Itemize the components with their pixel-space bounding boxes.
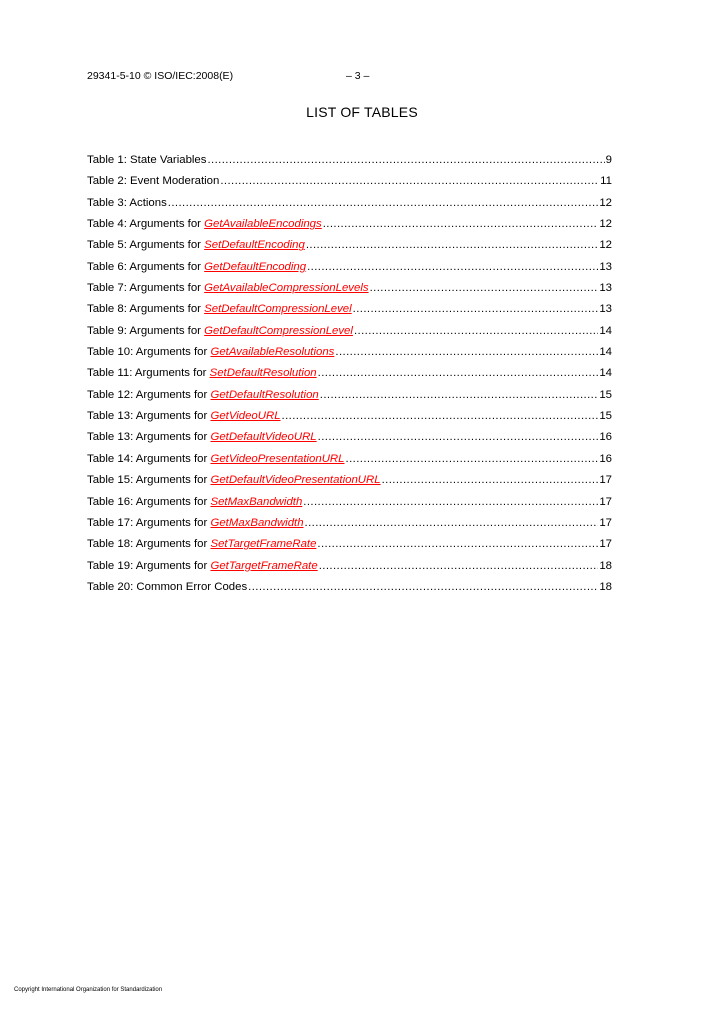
toc-entry[interactable] xyxy=(87,514,612,535)
dot-leader xyxy=(317,535,598,553)
toc-entry-page: 15 xyxy=(599,388,612,401)
toc-entry-page: 12 xyxy=(599,218,612,231)
toc-entry[interactable] xyxy=(87,450,612,471)
toc-entry-page: 14 xyxy=(599,346,612,359)
toc-entry-link[interactable]: GetVideoURL xyxy=(210,410,281,423)
dot-leader xyxy=(282,407,599,425)
toc-entry-prefix: Table 1: State Variables xyxy=(87,154,207,166)
dot-leader xyxy=(382,471,599,489)
toc-entry-label xyxy=(87,535,316,553)
dot-leader xyxy=(318,428,599,446)
toc-entry-prefix: Table 14: Arguments for xyxy=(87,452,211,465)
toc-entry-link[interactable]: GetMaxBandwidth xyxy=(210,516,304,529)
toc-entry-label xyxy=(87,407,281,425)
dot-leader xyxy=(306,236,599,254)
dot-leader xyxy=(248,578,598,596)
toc-entry-label xyxy=(87,322,353,340)
toc-entry-link[interactable]: SetDefaultResolution xyxy=(209,367,317,380)
toc-entry-page: 13 xyxy=(599,282,612,295)
toc-entry-page: 16 xyxy=(599,431,612,444)
dot-leader xyxy=(303,493,598,511)
toc-entry-prefix: Table 12: Arguments for xyxy=(87,388,211,401)
toc-entry[interactable] xyxy=(87,279,612,300)
page-title: LIST OF TABLES xyxy=(306,104,418,120)
toc-entry-link[interactable]: GetDefaultVideoURL xyxy=(210,431,317,444)
toc-entry[interactable] xyxy=(87,493,612,514)
toc-entry-link[interactable]: GetTargetFrameRate xyxy=(210,559,318,572)
dot-leader xyxy=(207,151,604,169)
toc-entry[interactable] xyxy=(87,407,612,428)
toc-entry-page: 9 xyxy=(605,154,612,166)
toc-entry-page: 18 xyxy=(599,580,612,593)
toc-entry-page: 14 xyxy=(599,324,612,337)
toc-entry-link[interactable]: GetDefaultCompressionLevel xyxy=(204,324,353,337)
toc-entry[interactable] xyxy=(87,535,612,556)
toc-entry[interactable] xyxy=(87,386,612,407)
toc-entry-prefix: Table 13: Arguments for xyxy=(87,410,211,423)
toc-entry-label xyxy=(87,194,167,212)
list-of-tables xyxy=(87,151,612,599)
toc-entry-label xyxy=(87,279,369,297)
toc-entry-prefix: Table 10: Arguments for xyxy=(87,346,211,359)
toc-entry-prefix: Table 6: Arguments for xyxy=(87,260,205,273)
toc-entry-page: 17 xyxy=(599,474,612,487)
toc-entry[interactable] xyxy=(87,578,612,599)
toc-entry-label xyxy=(87,493,302,511)
toc-entry-page: 13 xyxy=(599,303,612,316)
toc-entry-link[interactable]: GetAvailableCompressionLevels xyxy=(204,282,369,295)
dot-leader xyxy=(220,172,599,190)
toc-entry-label xyxy=(87,514,304,532)
dot-leader xyxy=(353,300,599,318)
toc-entry-page: 17 xyxy=(599,516,612,529)
dot-leader xyxy=(318,364,599,382)
toc-entry[interactable] xyxy=(87,428,612,449)
toc-entry[interactable] xyxy=(87,258,612,279)
toc-entry-prefix: Table 16: Arguments for xyxy=(87,495,211,508)
toc-entry-link[interactable]: GetAvailableResolutions xyxy=(210,346,335,359)
dot-leader xyxy=(168,194,599,212)
toc-entry-link[interactable]: GetDefaultVideoPresentationURL xyxy=(210,474,381,487)
toc-entry[interactable] xyxy=(87,343,612,364)
toc-entry-link[interactable]: SetMaxBandwidth xyxy=(210,495,303,508)
toc-entry-page: 12 xyxy=(599,196,612,209)
toc-entry-prefix: Table 19: Arguments for xyxy=(87,559,211,572)
toc-entry-page: 14 xyxy=(599,367,612,380)
toc-entry-label xyxy=(87,450,345,468)
toc-entry-label xyxy=(87,364,317,382)
toc-entry-label xyxy=(87,236,305,254)
dot-leader xyxy=(305,514,599,532)
toc-entry-prefix: Table 5: Arguments for xyxy=(87,239,205,252)
toc-entry-label xyxy=(87,151,206,169)
toc-entry-prefix: Table 11: Arguments for xyxy=(87,367,210,380)
toc-entry-link[interactable]: SetDefaultEncoding xyxy=(204,239,305,252)
toc-entry-link[interactable]: GetDefaultResolution xyxy=(210,388,319,401)
toc-entry-link[interactable]: SetTargetFrameRate xyxy=(210,538,317,551)
toc-entry-prefix: Table 13: Arguments for xyxy=(87,431,211,444)
toc-entry-link[interactable]: GetVideoPresentationURL xyxy=(210,452,345,465)
toc-entry[interactable] xyxy=(87,471,612,492)
toc-entry-prefix: Table 17: Arguments for xyxy=(87,516,211,529)
document-id: 29341-5-10 © ISO/IEC:2008(E) xyxy=(87,70,234,82)
toc-entry-link[interactable]: GetDefaultEncoding xyxy=(204,260,307,273)
toc-entry[interactable] xyxy=(87,236,612,257)
dot-leader xyxy=(354,322,598,340)
toc-entry-link[interactable]: GetAvailableEncodings xyxy=(204,218,322,231)
toc-entry-page: 17 xyxy=(599,538,612,551)
dot-leader xyxy=(346,450,599,468)
toc-entry-prefix: Table 8: Arguments for xyxy=(87,303,205,316)
toc-entry-label xyxy=(87,386,319,404)
toc-entry-link[interactable]: SetDefaultCompressionLevel xyxy=(204,303,352,316)
page-header xyxy=(87,69,612,83)
toc-entry-label xyxy=(87,300,352,318)
toc-entry-prefix: Table 9: Arguments for xyxy=(87,324,205,337)
toc-entry[interactable] xyxy=(87,151,612,172)
toc-entry-label xyxy=(87,172,219,190)
toc-entry-label xyxy=(87,578,247,596)
toc-entry-page: 17 xyxy=(599,495,612,508)
toc-entry-prefix: Table 20: Common Error Codes xyxy=(87,580,248,593)
toc-entry-label xyxy=(87,343,334,361)
toc-entry-page: 13 xyxy=(599,260,612,273)
toc-entry-prefix: Table 2: Event Moderation xyxy=(87,175,220,188)
dot-leader xyxy=(320,386,599,404)
dot-leader xyxy=(370,279,599,297)
toc-entry[interactable] xyxy=(87,300,612,321)
page-number: – 3 – xyxy=(346,70,370,82)
toc-entry-prefix: Table 15: Arguments for xyxy=(87,474,211,487)
toc-entry-label xyxy=(87,557,318,575)
dot-leader xyxy=(319,557,599,575)
toc-entry[interactable] xyxy=(87,557,612,578)
toc-entry-prefix: Table 7: Arguments for xyxy=(87,282,205,295)
toc-entry-label xyxy=(87,258,306,276)
toc-entry[interactable] xyxy=(87,215,612,236)
toc-entry[interactable] xyxy=(87,322,612,343)
toc-entry-page: 16 xyxy=(599,452,612,465)
toc-entry-page: 12 xyxy=(599,239,612,252)
dot-leader xyxy=(307,258,598,276)
toc-entry[interactable] xyxy=(87,364,612,385)
toc-entry-prefix: Table 18: Arguments for xyxy=(87,538,211,551)
copyright-footer: Copyright International Organization for Standardization xyxy=(14,987,163,993)
toc-entry[interactable] xyxy=(87,194,612,215)
toc-entry-prefix: Table 4: Arguments for xyxy=(87,218,205,231)
toc-entry-label xyxy=(87,428,317,446)
toc-entry-prefix: Table 3: Actions xyxy=(87,196,167,209)
toc-entry-label xyxy=(87,471,381,489)
dot-leader xyxy=(335,343,598,361)
toc-entry-page: 15 xyxy=(599,410,612,423)
toc-entry[interactable] xyxy=(87,172,612,193)
toc-entry-page: 11 xyxy=(600,175,612,188)
toc-entry-page: 18 xyxy=(599,559,612,572)
dot-leader xyxy=(323,215,599,233)
toc-entry-label xyxy=(87,215,322,233)
